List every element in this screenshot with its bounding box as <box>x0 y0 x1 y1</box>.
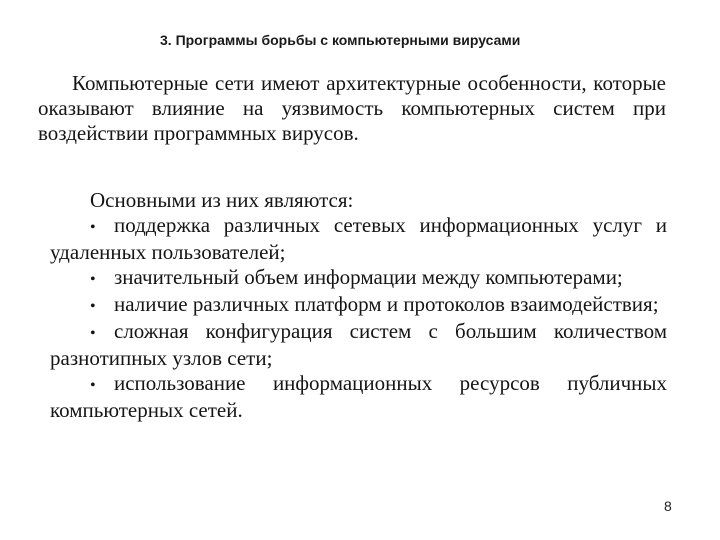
features-list-block <box>50 188 667 422</box>
slide-title: 3. Программы борьбы с компьютерными вирусами <box>160 32 521 48</box>
list-item-text: использование информационных ресурсов публичных компьютерных сетей. <box>50 371 667 422</box>
list-item <box>50 292 667 319</box>
bullet-icon: • <box>90 271 96 288</box>
list-item-text: значительный объем информации между компьютерами; <box>114 265 623 289</box>
list-item-text: поддержка различных сетевых информационных услуг и удаленных пользователей; <box>50 213 667 264</box>
list-lead: Основными из них являются: <box>90 188 354 212</box>
intro-paragraph-block <box>38 71 666 146</box>
list-item <box>50 319 667 371</box>
bullet-icon: • <box>90 377 96 394</box>
list-item <box>50 213 667 265</box>
list-item-text: наличие различных платформ и протоколов взаимодействия; <box>114 292 659 316</box>
intro-paragraph: Компьютерные сети имеют архитектурные особенности, которые оказывают влияние на уязвимость компьютерных систем при воздействии программных вирусов. <box>38 71 666 145</box>
page-number: 8 <box>664 498 672 514</box>
list-item <box>50 371 667 423</box>
bullet-icon: • <box>90 219 96 236</box>
list-item-text: сложная конфигурация систем с большим количеством разнотипных узлов сети; <box>50 319 667 370</box>
bullet-icon: • <box>90 298 96 315</box>
list-item <box>50 265 667 292</box>
bullet-icon: • <box>90 325 96 342</box>
